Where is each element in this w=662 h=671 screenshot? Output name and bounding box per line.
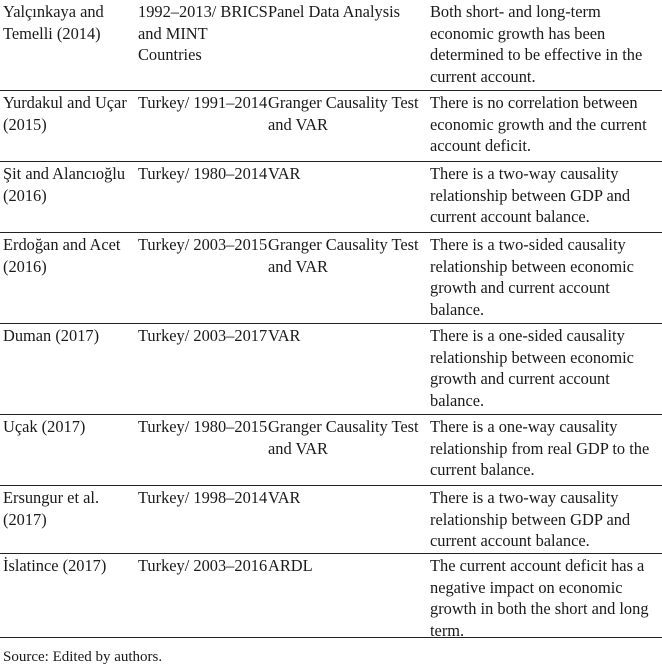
table-row: [0, 553, 662, 644]
period-cell: Turkey/ 2003–2017: [138, 326, 268, 345]
study-cell: Ersungur et al. (2017): [3, 488, 100, 529]
table-row: [0, 161, 662, 232]
method-cell: Granger Causality Test and VAR: [268, 93, 419, 134]
table-row: [0, 323, 662, 414]
method-cell: ARDL: [268, 556, 313, 575]
table-row: [0, 414, 662, 485]
method-cell: VAR: [268, 326, 301, 345]
study-cell: Yurdakul and Uçar (2015): [3, 93, 127, 134]
result-cell: The current account deficit has a negative impact on economic growth in both the short and long term.: [430, 556, 649, 640]
period-cell: Turkey/ 2003–2015: [138, 235, 268, 254]
method-cell: Panel Data Analysis: [268, 2, 401, 21]
period-cell: Turkey/ 1998–2014: [138, 488, 268, 507]
result-cell: There is a one-way causality relationship from real GDP to the current balance.: [430, 417, 650, 480]
period-cell: Turkey/ 1980–2014: [138, 164, 268, 183]
period-cell: Turkey/ 1991–2014: [138, 93, 268, 112]
table-bottom-rule: [0, 637, 662, 638]
study-cell: Yalçınkaya and Temelli (2014): [3, 2, 104, 43]
period-cell: 1992–2013/ BRICS and MINT Countries: [138, 2, 268, 65]
table-row: [0, 90, 662, 161]
result-cell: There is a two-way causality relationship between GDP and current account balance.: [430, 488, 631, 551]
study-cell: Şit and Alancıoğlu (2016): [3, 164, 126, 205]
method-cell: Granger Causality Test and VAR: [268, 417, 419, 458]
study-cell: İslatince (2017): [3, 556, 107, 575]
result-cell: There is a one-sided causality relationship between economic growth and current account balance.: [430, 326, 634, 410]
method-cell: Granger Causality Test and VAR: [268, 235, 419, 276]
table-row: [0, 232, 662, 323]
study-cell: Duman (2017): [3, 326, 100, 345]
study-cell: Uçak (2017): [3, 417, 86, 436]
table-row: [0, 485, 662, 553]
period-cell: Turkey/ 2003–2016: [138, 556, 268, 575]
period-cell: Turkey/ 1980–2015: [138, 417, 268, 436]
method-cell: VAR: [268, 488, 301, 507]
method-cell: VAR: [268, 164, 301, 183]
result-cell: There is no correlation between economic growth and the current account deficit.: [430, 93, 647, 156]
source-note: Source: Edited by authors.: [3, 649, 163, 665]
result-cell: There is a two-way causality relationship between GDP and current account balance.: [430, 164, 631, 227]
result-cell: Both short- and long-term economic growth has been determined to be effective in the current account.: [430, 2, 643, 86]
table-row: [0, 0, 662, 90]
result-cell: There is a two-sided causality relationship between economic growth and current account balance.: [430, 235, 634, 319]
study-cell: Erdoğan and Acet (2016): [3, 235, 121, 276]
